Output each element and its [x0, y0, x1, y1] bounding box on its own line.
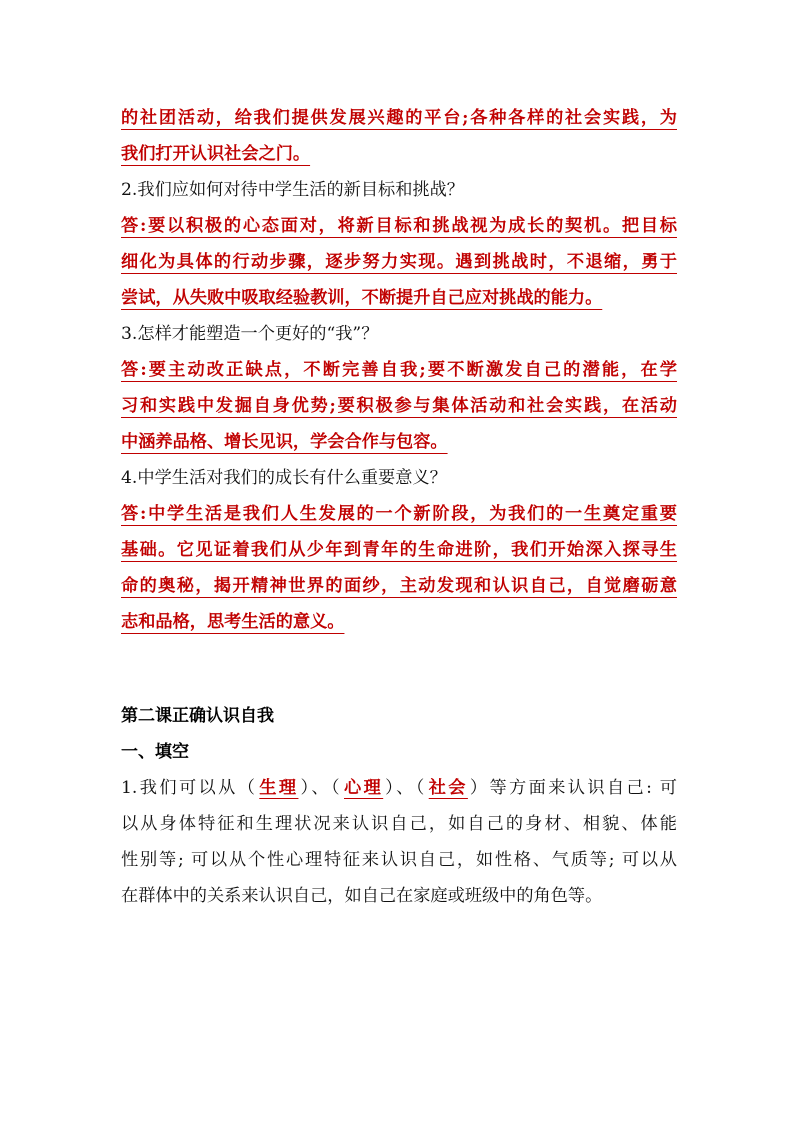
fill-suffix: ）等方面来认识自己: 可 — [469, 778, 677, 798]
fill-question-1-line-2: 以从身体特征和生理状况来认识自己，如自己的身材、相貌、体能 — [121, 814, 677, 834]
fill-question-1-line-3: 性别等; 可以从个性心理特征来认识自己，如性格、气质等; 可以从 — [121, 850, 677, 870]
answer-2-line-1: 答:要以积极的心态面对，将新目标和挑战视为成长的契机。把目标 — [121, 216, 677, 236]
fill-question-1-line-4: 在群体中的关系来认识自己，如自己在家庭或班级中的角色等。 — [121, 886, 603, 906]
fill-answer-2: 心理 — [344, 778, 384, 798]
question-2: 2.我们应如何对待中学生活的新目标和挑战？ — [121, 180, 464, 200]
lesson-title: 第二课正确认识自我 — [121, 706, 274, 726]
answer-4-line-4: 志和品格，思考生活的意义。 — [121, 612, 345, 632]
fill-prefix: 1.我们可以从（ — [121, 778, 258, 798]
answer-2-line-2: 细化为具体的行动步骤，逐步努力实现。遇到挑战时，不退缩，勇于 — [121, 252, 677, 272]
answer-4-line-2: 基础。它见证着我们从少年到青年的生命进阶，我们开始深入探寻生 — [121, 540, 677, 560]
section-subtitle: 一、填空 — [121, 742, 189, 762]
answer-continuation-line-1: 的社团活动，给我们提供发展兴趣的平台;各种各样的社会实践，为 — [121, 108, 677, 128]
fill-answer-1: 生理 — [259, 778, 299, 798]
answer-3-line-3: 中涵养品格、增长见识，学会合作与包容。 — [121, 432, 448, 452]
section-gap — [121, 640, 677, 698]
question-4: 4.中学生活对我们的成长有什么重要意义？ — [121, 468, 447, 488]
answer-continuation-line-2: 我们打开认识社会之门。 — [121, 144, 311, 164]
answer-3-line-2: 习和实践中发掘自身优势;要积极参与集体活动和社会实践，在活动 — [121, 396, 677, 416]
answer-4-line-1: 答:中学生活是我们人生发展的一个新阶段，为我们的一生奠定重要 — [121, 504, 677, 524]
fill-answer-3: 社会 — [428, 778, 468, 798]
answer-2-line-3: 尝试，从失败中吸取经验教训，不断提升自己应对挑战的能力。 — [121, 288, 603, 308]
fill-separator-1: ）、（ — [300, 778, 342, 798]
question-3: 3.怎样才能塑造一个更好的“我”？ — [121, 324, 379, 344]
document-page — [121, 100, 677, 914]
answer-3-line-1: 答:要主动改正缺点，不断完善自我;要不断激发自己的潜能，在学 — [121, 360, 677, 380]
fill-separator-2: ）、（ — [385, 778, 427, 798]
answer-4-line-3: 命的奥秘，揭开精神世界的面纱，主动发现和认识自己，自觉磨砺意 — [121, 576, 677, 596]
fill-question-1-line-1 — [121, 770, 677, 806]
